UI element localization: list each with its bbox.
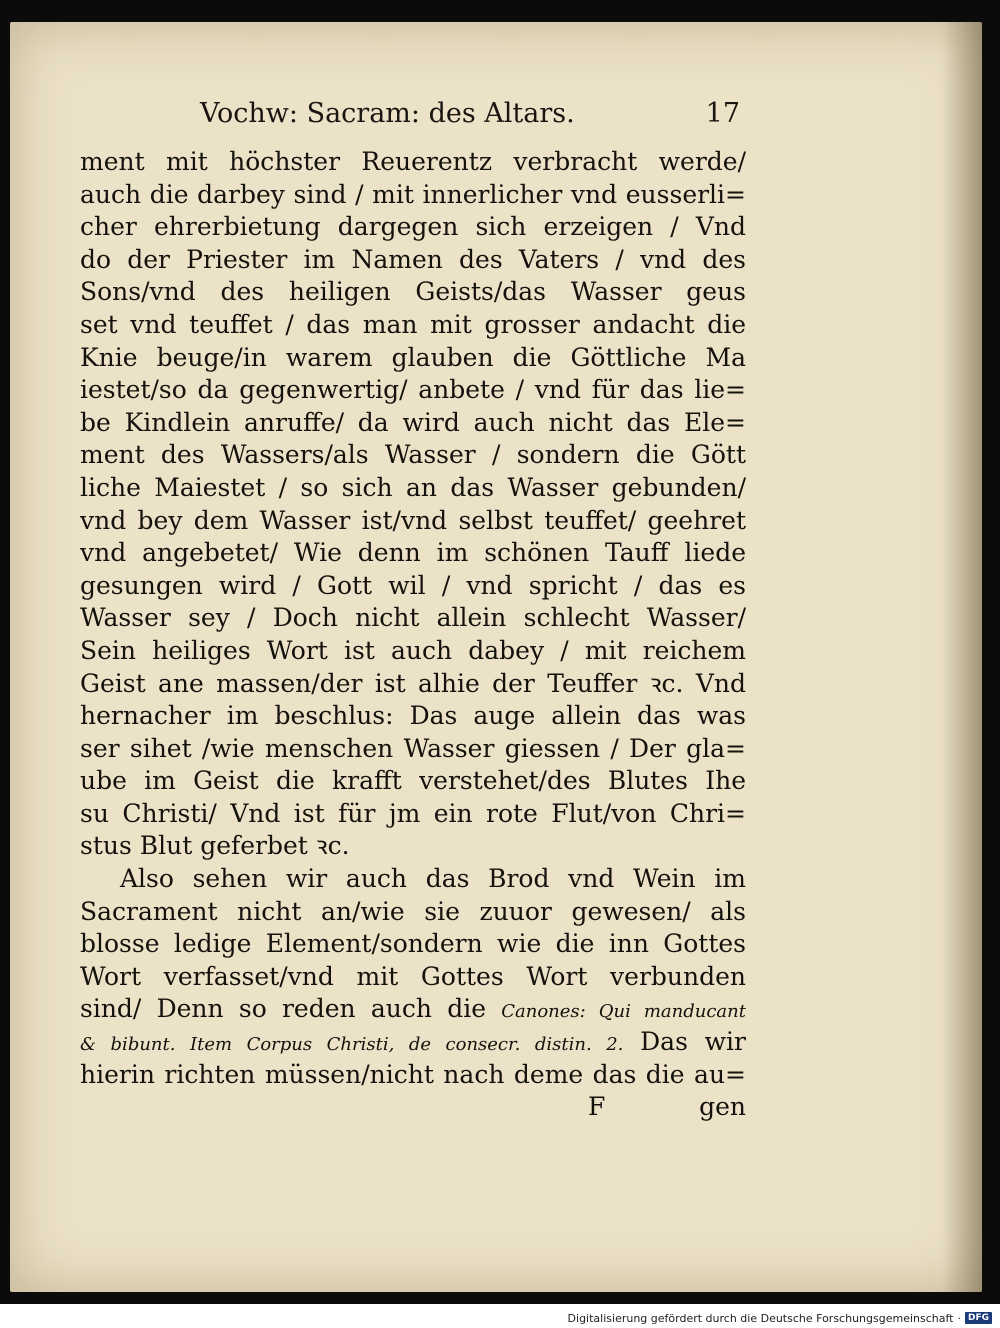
text-line: gesungen wird / Gott wil / vnd spricht / das es: [80, 570, 746, 600]
text-line-with-latin: [80, 993, 746, 1026]
text-line: Sein heiliges Wort ist auch dabey / mit reichem: [80, 635, 746, 665]
text-line: Wort verfasset/vnd mit Gottes Wort verbunden: [80, 961, 746, 991]
text-line: auch die darbey sind / mit innerlicher vnd eusserli=: [80, 179, 746, 209]
text-line: set vnd teuffet / das man mit grosser andacht die: [80, 309, 746, 339]
text-line: Sons/vnd des heiligen Geists/das Wasser geus: [80, 277, 746, 307]
running-head: Vochw: Sacram: des Altars.: [200, 98, 575, 129]
text-line: Knie beuge/in warem glauben die Göttliche Ma: [80, 342, 746, 372]
text-line: liche Maiestet / so sich an das Wasser gebunden/: [80, 472, 746, 502]
text-line: Wasser sey / Doch nicht allein schlecht Wasser/: [80, 603, 746, 633]
text-line: hernacher im beschlus: Das auge allein das was: [80, 701, 746, 731]
text-line: vnd bey dem Wasser ist/vnd selbst teuffet/ geehret: [80, 505, 746, 535]
text-line: stus Blut geferbet ꝛc.: [80, 831, 350, 861]
text-line-citation: [80, 1026, 746, 1059]
text-line: ment des Wassers/als Wasser / sondern die Gött: [80, 440, 746, 470]
page-gutter-shadow: [942, 22, 982, 1292]
credit-separator: ·: [957, 1311, 961, 1325]
credit-text: Digitalisierung gefördert durch die Deutsche Forschungsgemeinschaft: [567, 1311, 954, 1325]
text-line: iestet/so da gegenwertig/ anbete / vnd für das lie=: [80, 375, 746, 405]
text-line: do der Priester im Namen des Vaters / vnd des: [80, 244, 746, 274]
latin-citation: & bibunt. Item Corpus Christi, de consecr. distin. 2.: [80, 1034, 624, 1056]
text-line: Sacrament nicht an/wie sie zuuor gewesen/ als: [80, 896, 746, 926]
german-text: Das wir: [640, 1027, 747, 1057]
text-line-paragraph-start: Also sehen wir auch das Brod vnd Wein im: [120, 864, 746, 894]
text-line: ser sihet /wie menschen Wasser giessen / Der gla=: [80, 733, 746, 763]
text-line: vnd angebetet/ Wie denn im schönen Tauff liede: [80, 538, 746, 568]
text-line: Geist ane massen/der ist alhie der Teuffer ꝛc. Vnd: [80, 668, 746, 698]
catchword: gen: [699, 1092, 746, 1121]
digitization-credit: [568, 1310, 992, 1326]
text-line: cher ehrerbietung dargegen sich erzeigen / Vnd: [80, 212, 746, 242]
text-line: blosse ledige Element/sondern wie die inn Gottes: [80, 929, 746, 959]
signature-mark: F: [588, 1092, 606, 1121]
page-number: 17: [705, 98, 740, 129]
body-text: [80, 146, 746, 1091]
text-line: hierin richten müssen/nicht nach deme das die au=: [80, 1059, 746, 1089]
german-text: sind/ Denn so reden auch die: [80, 994, 486, 1024]
text-line: ube im Geist die krafft verstehet/des Blutes Ihe: [80, 766, 746, 796]
text-line: su Christi/ Vnd ist für jm ein rote Flut/von Chri=: [80, 798, 746, 828]
latin-citation: Canones: Qui manducant: [501, 1001, 746, 1023]
page-header: [200, 98, 740, 138]
text-line: ment mit höchster Reuerentz verbracht werde/: [80, 147, 746, 176]
page-footer: [80, 1092, 746, 1126]
dfg-logo-icon: DFG: [965, 1312, 992, 1324]
text-line: be Kindlein anruffe/ da wird auch nicht das Ele=: [80, 407, 746, 437]
